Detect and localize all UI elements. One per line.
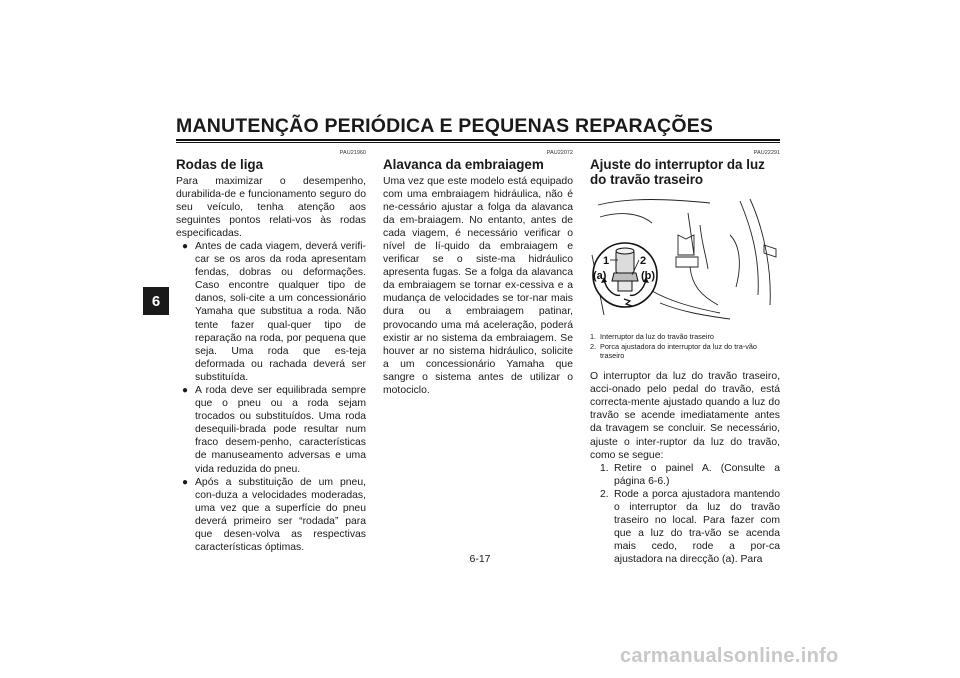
figure-label-a: (a): [593, 270, 607, 282]
figure-label-b: (b): [641, 270, 656, 282]
section-heading-brake-light-switch: Ajuste do interruptor da luz do travão traseiro: [590, 157, 765, 187]
bullet-icon: ●: [182, 240, 189, 252]
step-item: 2. Rode a porca ajustadora mantendo o interruptor da luz do travão traseiro no local. Para fazer com que a luz do tra-vão se acenda mais cedo, rode a por-ca ajustadora na direcção (a). Para: [600, 488, 780, 566]
section-code: PAU22291: [753, 150, 780, 156]
title-rule-thin: [176, 142, 780, 143]
bullet-icon: ●: [182, 476, 189, 488]
caption-item: 1. Interruptor da luz do travão traseiro: [590, 332, 714, 342]
figure-label-2: 2: [640, 255, 647, 267]
section-heading-clutch-lever: Alavanca da embraiagem: [383, 157, 544, 172]
bullet-text: Antes de cada viagem, deverá verifi-car se os aros da roda apresentam fendas, dobras ou deformações. Caso encontre qualquer tipo de danos, soli-cite a um concessionário Yamaha que substitua a roda. Não tente fazer qual-quer tipo de reparação na roda, por pequena que seja. Uma roda que es-teja deformada ou rachada deverá ser substituída.: [195, 240, 366, 383]
title-rule: [176, 139, 780, 141]
page-title: MANUTENÇÃO PERIÓDICA E PEQUENAS REPARAÇÕES: [176, 115, 714, 137]
caption-item: 2. Porca ajustadora do interruptor da luz do tra-vão traseiro: [590, 342, 757, 361]
bullet-item: [182, 240, 366, 384]
column-left: [176, 150, 366, 554]
bullet-item: [182, 384, 366, 476]
column-middle: [383, 150, 573, 397]
brake-switch-illustration: [590, 195, 780, 323]
figure-captions: [590, 332, 780, 360]
watermark: carmanualsonline.info: [620, 645, 839, 667]
bullet-text: Após a substituição de um pneu, con-duza a velocidades moderadas, uma vez que a superfície do pneu deverá primeiro ser “rodada” para que desen-volva as respectivas características óptimas.: [195, 476, 366, 554]
figure-label-1: 1: [603, 255, 610, 267]
section-body: Uma vez que este modelo está equipado com uma embraiagem hidráulica, não é ne-cessário ajustar a folga da alavanca da em-braiagem. No entanto, antes de cada viagem, é necessário verificar o nível de lí-quido da embraiagem e verificar se o siste-ma hidráulico apresenta fugas. Se a folga da alavanca da embraiagem se tornar ex-cessiva e a mudança de velocidades se tor-nar mais dura ou a embraiagem patinar, provocando uma má aceleração, poderá existir ar no sistema da embraiagem. Se houver ar no sistema hidráulico, solicite a um concessionário Yamaha que sangre o sistema antes de utilizar o motociclo.: [383, 175, 573, 396]
section-code: PAU22072: [546, 150, 573, 156]
section-heading-alloy-wheels: Rodas de liga: [176, 157, 264, 172]
bullet-icon: ●: [182, 385, 189, 396]
bullet-item: [182, 476, 366, 555]
column-right: [590, 150, 780, 567]
chapter-tab: 6: [143, 287, 169, 315]
section-intro: Para maximizar o desempenho, durabilida-de e funcionamento seguro do seu veículo, tenha atenção aos seguintes pontos relati-vos às rodas especificadas.: [176, 175, 366, 239]
section-body: O interruptor da luz do travão traseiro, acci-onado pelo pedal do travão, está correcta-mente ajustado quando a luz do travão se acende imediatamente antes da travagem se concluir. Se necessário, ajuste o inter-ruptor da luz do travão, como se segue:: [590, 371, 780, 461]
step-item: 1. Retire o painel A. (Consulte a página 6-6.): [600, 462, 780, 487]
bullet-text: A roda deve ser equilibrada sempre que o pneu ou a roda sejam trocados ou substituídos. Uma roda desequili-brada pode resultar num fraco desem-penho, características de manuseamento adversas e uma vida reduzida do pneu.: [195, 385, 366, 475]
section-code: PAU21960: [339, 150, 366, 156]
page-number: 6-17: [469, 553, 491, 565]
